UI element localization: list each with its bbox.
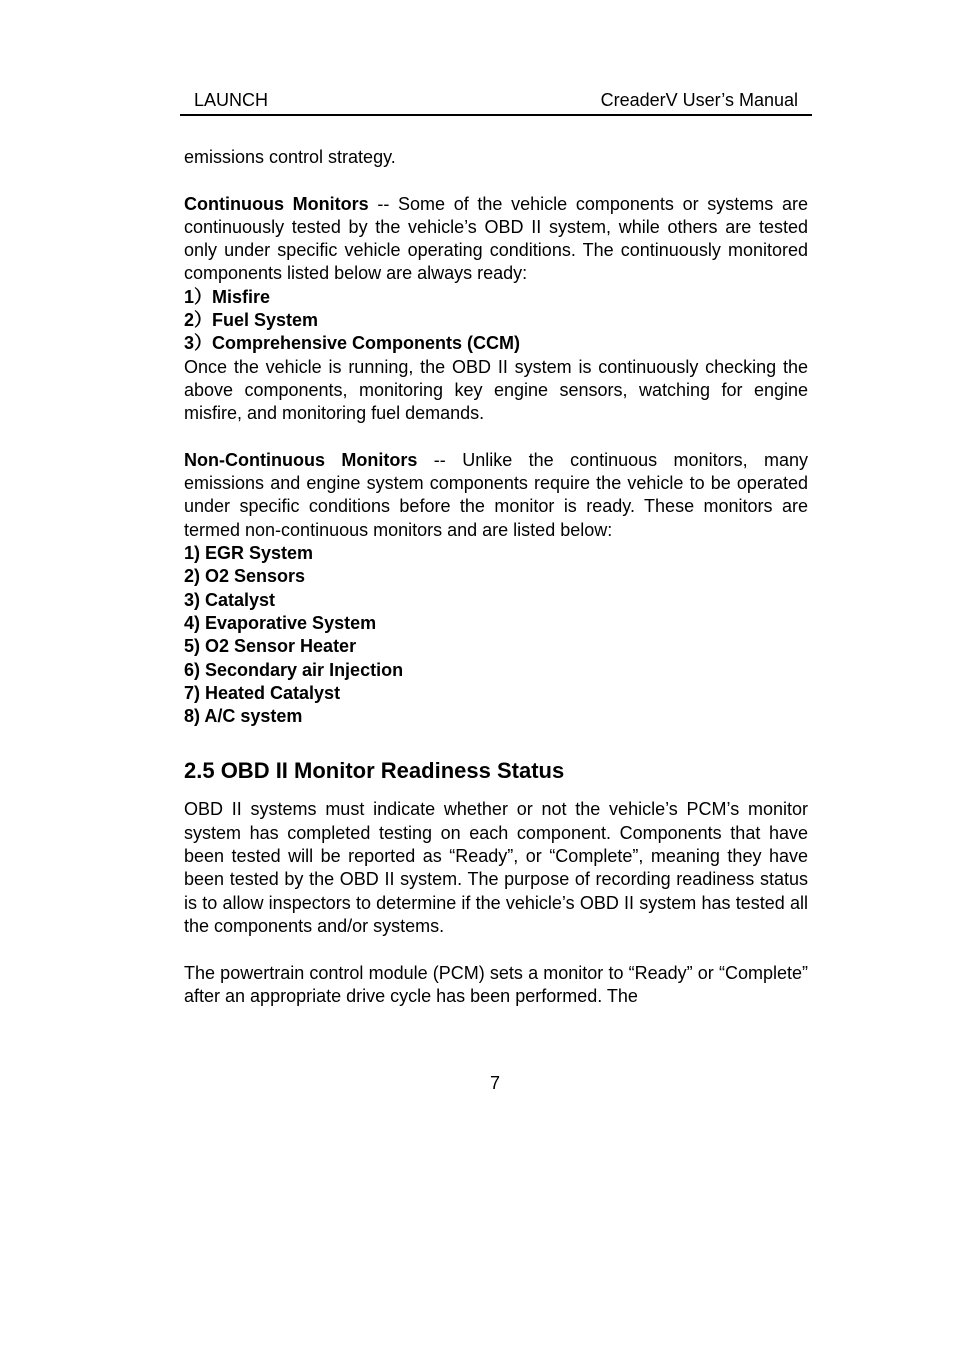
noncontinuous-monitors-paragraph [184,449,808,542]
continuous-monitors-list [184,286,808,356]
continuous-monitors-text: -- Some of the vehicle components or systems are continuously tested by the vehicle’s OBD II system, while others are tested only under specific vehicle operating conditions. The continuously monitored components listed below are always ready: [184,193,808,284]
continuous-monitors-paragraph [184,193,808,286]
list-item: 1) EGR System [184,543,314,564]
list-item: 1）Misfire [184,286,271,307]
page-header [180,88,812,116]
list-item: 3) Catalyst [184,589,276,610]
header-manual-title: CreaderV User’s Manual [600,90,798,110]
list-item: 4) Evaporative System [184,612,377,633]
noncontinuous-monitors-list [184,542,808,728]
readiness-paragraph-2: The powertrain control module (PCM) sets a monitor to “Ready” or “Complete” after an appropriate drive cycle has been performed. The [184,962,808,1006]
section-heading: 2.5 OBD II Monitor Readiness Status [184,758,565,784]
continuous-monitors-followup: Once the vehicle is running, the OBD II system is continuously checking the above components, monitoring key engine sensors, watching for engine misfire, and monitoring fuel demands. [184,356,808,424]
list-item: 3）Comprehensive Components (CCM) [184,333,521,354]
page-content [184,146,808,1008]
list-item: 6) Secondary air Injection [184,659,404,680]
list-item: 2) O2 Sensors [184,566,306,587]
readiness-paragraph-1: OBD II systems must indicate whether or not the vehicle’s PCM’s monitor system has completed testing on each component. Components that have been tested will be reported as “Ready”, or “Complete”, meaning they have been tested by the OBD II system. The purpose of recording readiness status is to allow inspectors to determine if the vehicle’s OBD II system has tested all the components and/or systems. [184,799,808,936]
intro-paragraph: emissions control strategy. [184,147,396,167]
list-item: 5) O2 Sensor Heater [184,636,357,657]
list-item: 2）Fuel System [184,310,319,331]
page-number: 7 [489,1073,500,1093]
list-item: 8) A/C system [184,706,303,727]
noncontinuous-monitors-term: Non-Continuous Monitors [184,449,418,470]
list-item: 7) Heated Catalyst [184,682,341,703]
header-brand: LAUNCH [194,90,269,110]
continuous-monitors-term: Continuous Monitors [184,193,369,214]
noncontinuous-monitors-text: -- Unlike the continuous monitors, many emissions and engine system components require the vehicle to be operated under specific conditions before the monitor is ready. These monitors are termed non-continuous monitors and are listed below: [184,449,809,540]
